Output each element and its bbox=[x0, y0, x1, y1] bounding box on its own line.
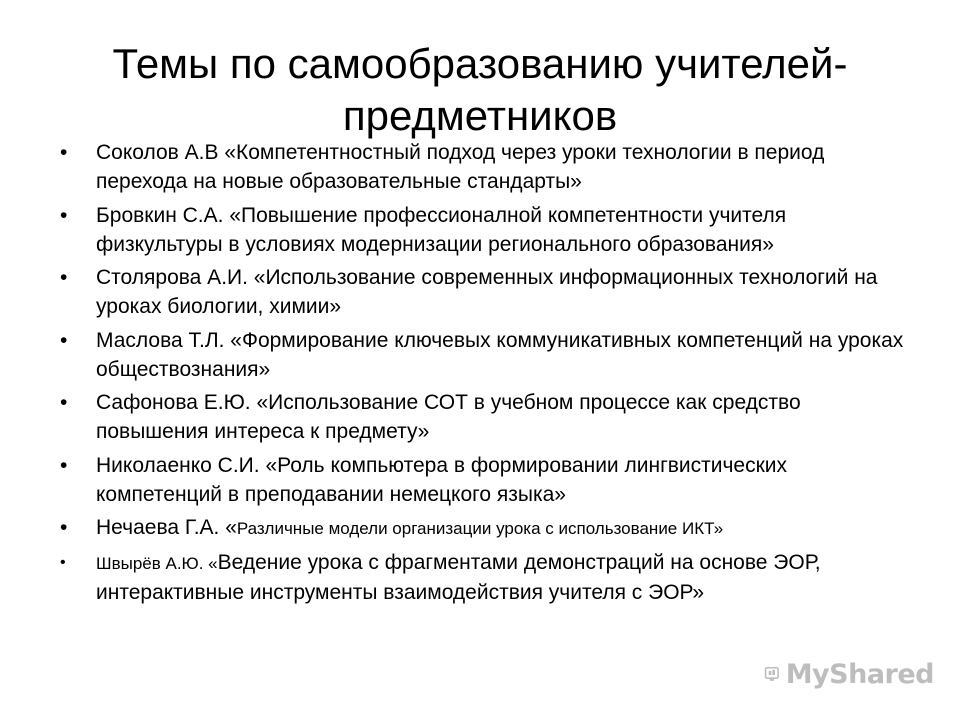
item-text: Столярова А.И. «Использование современных информационных технологий на уроках биологии, химии» bbox=[96, 266, 878, 318]
bullet: • bbox=[60, 516, 68, 539]
item-text: Соколов А.В «Компетентностный подход через уроки технологии в период перехода на новые образовательные стандарты» bbox=[96, 141, 825, 193]
bullet: • bbox=[60, 203, 68, 227]
bullet: • bbox=[60, 553, 66, 571]
item-text-main: Ведение урока с фрагментами демонстраций на основе ЭОР, интерактивные инструменты взаимодействия учителя с ЭОР» bbox=[96, 550, 821, 604]
slide-title bbox=[60, 38, 900, 142]
list-item bbox=[60, 513, 910, 543]
item-text: Бровкин С.А. «Повышение профессионалной компетентности учителя физкультуры в условиях модернизации регионального образования» bbox=[96, 203, 787, 256]
bullet: • bbox=[60, 453, 68, 477]
myshared-logo-icon bbox=[764, 659, 780, 689]
list-item bbox=[60, 201, 910, 259]
list-item bbox=[60, 138, 910, 196]
title-line-2: предметников bbox=[342, 92, 618, 139]
item-text-main: Нечаева Г.А. « bbox=[96, 516, 237, 539]
topics-list bbox=[60, 138, 910, 611]
item-text-small: Различные модели организации урока с использование ИКТ» bbox=[236, 519, 724, 538]
item-text: Сафонова Е.Ю. «Использование СОТ в учебном процессе как средство повышения интереса к предмету» bbox=[96, 391, 801, 443]
watermark-text: MyShared bbox=[785, 658, 934, 690]
bullet: • bbox=[60, 391, 68, 414]
bullet: • bbox=[60, 141, 68, 164]
item-text: Николаенко С.И. «Роль компьютера в формировании лингвистических компетенций в преподавании немецкого языка» bbox=[96, 453, 788, 506]
list-item bbox=[60, 451, 910, 509]
list-item bbox=[60, 326, 910, 384]
bullet: • bbox=[60, 266, 68, 289]
watermark bbox=[764, 652, 934, 696]
title-line-1: Темы по самообразованию учителей- bbox=[112, 40, 848, 87]
item-text-small: Швырёв А.Ю. « bbox=[96, 553, 218, 573]
list-item bbox=[60, 548, 910, 607]
list-item bbox=[60, 263, 910, 321]
list-item bbox=[60, 388, 910, 446]
item-text: Маслова Т.Л. «Формирование ключевых коммуникативных компетенций на уроках обществознания» bbox=[96, 328, 904, 381]
bullet: • bbox=[60, 328, 68, 352]
